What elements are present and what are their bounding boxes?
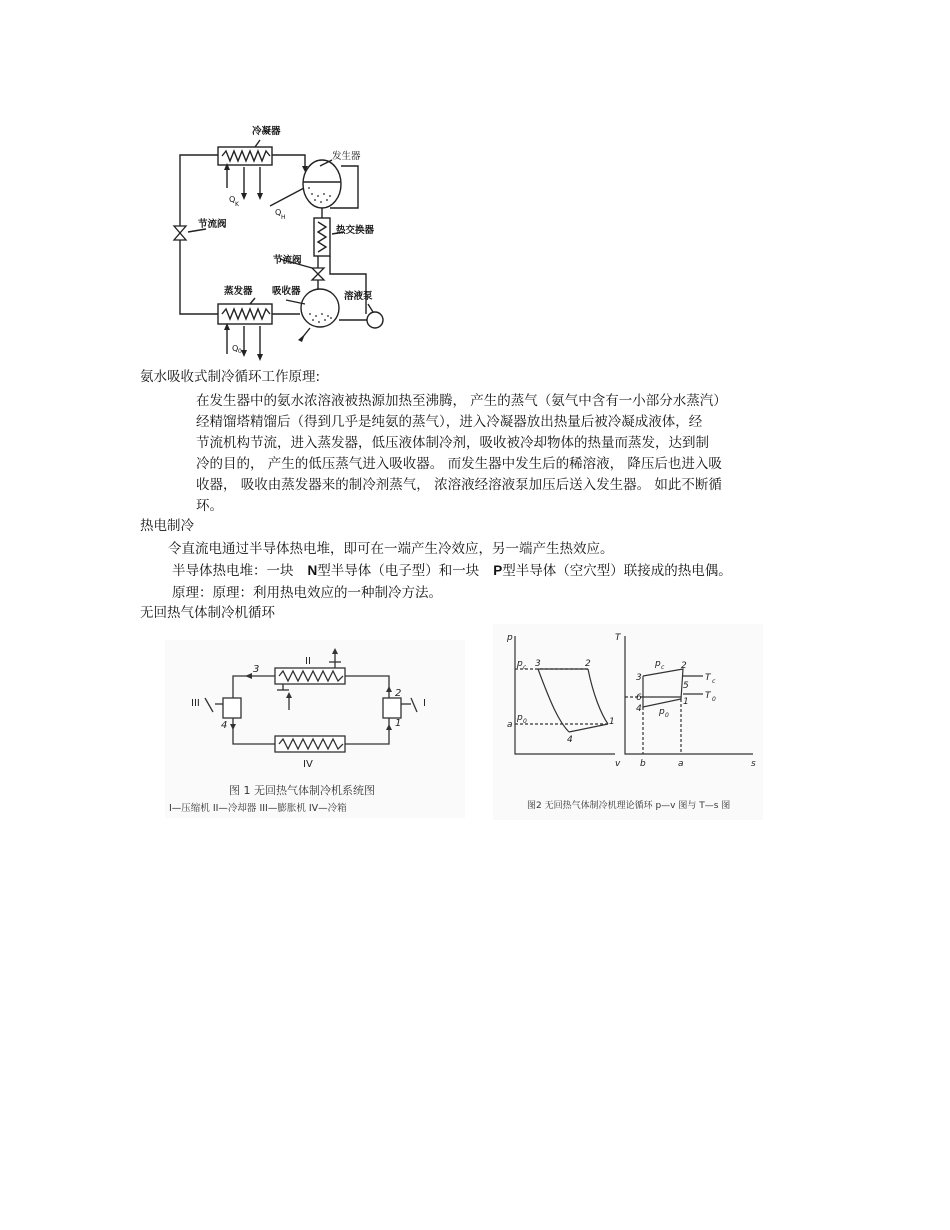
paragraph-line: 在发生器中的氨水浓溶液被热源加热至沸腾， 产生的蒸气（氨气中含有一小部分水蒸汽） [196,393,727,409]
text-fragment: 型半导体（空穴型）联接成的热电偶。 [502,563,732,579]
pv-pc-label: p [517,659,523,669]
absorption-cycle-diagram [160,118,400,363]
label-qh: Q [275,208,282,217]
ts-tc-sub: c [712,678,716,685]
pv-pc-sub: c [523,664,527,671]
label-point-1: 1 [395,718,402,729]
label-q0: Q [232,344,239,353]
pv-point-4: 4 [567,735,573,745]
ts-point-4: 4 [636,704,642,714]
pv-yaxis-label: p [507,633,513,643]
label-pump: 溶液泵 [344,291,373,302]
label-condenser: 冷凝器 [252,126,281,137]
label-q0-sub: 0 [238,348,242,355]
label-qk: Q [229,195,236,204]
label-roman-II: II [305,656,311,667]
ts-xaxis-label: s [751,759,756,769]
label-roman-I: I [423,698,426,709]
ts-a-label: a [678,759,684,769]
ts-point-1: 1 [683,697,689,707]
ts-t0-sub: 0 [712,696,716,703]
ts-pc-sub: c [661,664,665,671]
paragraph-line: 冷的目的， 产生的低压蒸气进入吸收器。 而发生器中发生后的稀溶液， 降压后也进入吸 [196,456,722,472]
pv-p0-sub: 0 [523,718,527,725]
text-n: N [307,563,318,578]
paragraph-line: 节流机构节流，进入蒸发器，低压液体制冷剂，吸收被冷却物体的热量而蒸发，达到制 [196,435,709,451]
ts-yaxis-label: T [615,633,621,643]
figure1-caption: 图 1 无回热气体制冷机系统图 [229,784,375,797]
paragraph-line: 经精馏塔精馏后（得到几乎是纯氨的蒸气），进入冷凝器放出热量后被冷凝成液体，经 [196,414,703,430]
gas-refrigeration-system-diagram [165,640,465,818]
label-throttle-left: 节流阀 [198,219,227,230]
ts-p0-sub: 0 [665,712,669,719]
label-evaporator: 蒸发器 [224,286,253,297]
pv-point-2: 2 [585,659,591,669]
ts-point-5: 5 [683,681,689,691]
figure2-caption: 图2 无回热气体制冷机理论循环 p—v 图与 T—s 图 [527,801,731,811]
paragraph-line: 收器， 吸收由蒸发器来的制冷剂蒸气， 浓溶液经溶液泵加压后送入发生器。 如此不断循 [196,477,722,493]
label-point-4: 4 [221,720,228,731]
label-point-2: 2 [395,688,402,699]
ts-pc-label: p [655,659,661,669]
label-qh-sub: H [281,214,286,221]
ts-t0-label: T [705,691,711,701]
section-heading-gas-cycle: 无回热气体制冷机循环 [140,605,275,621]
label-throttle-right: 节流阀 [273,255,302,266]
pv-point-1: 1 [609,717,615,727]
ts-point-2: 2 [681,661,687,671]
pv-ts-diagram [493,624,763,820]
text-fragment: 型半导体（电子型）和一块 [317,563,480,579]
label-point-3: 3 [253,664,260,675]
ts-tc-label: T [705,673,711,683]
label-roman-IV: IV [303,759,313,770]
label-roman-III: III [191,698,200,709]
section-heading-thermoelectric: 热电制冷 [140,518,194,534]
paragraph-line: 原理：原理：利用热电效应的一种制冷方法。 [172,585,442,601]
label-generator: 发生器 [332,151,361,162]
pv-point-3: 3 [535,659,541,669]
ts-point-3: 3 [636,673,642,683]
paragraph-line: 环。 [196,498,223,514]
section-heading-absorption: 氨水吸收式制冷循环工作原理: [140,369,321,385]
pv-a-label: a [507,720,513,730]
pv-p0-label: p [517,713,523,723]
text-fragment: 半导体热电堆：一块 [172,563,294,579]
ts-b-label: b [640,759,646,769]
pv-xaxis-label: v [615,759,621,769]
paragraph-line: 令直流电通过半导体热电堆，即可在一端产生冷效应，另一端产生热效应。 [168,541,614,557]
paragraph-line-np [172,563,732,579]
text-p: P [493,563,503,578]
label-qk-sub: K [235,201,239,208]
ts-point-6: 6 [636,693,642,703]
figure1-legend: I—压缩机 II—冷却器 III—膨胀机 IV—冷箱 [169,803,347,814]
ts-p0-label: p [659,707,665,717]
label-absorber: 吸收器 [272,286,301,297]
label-heat-exchanger: 热交换器 [336,225,375,236]
